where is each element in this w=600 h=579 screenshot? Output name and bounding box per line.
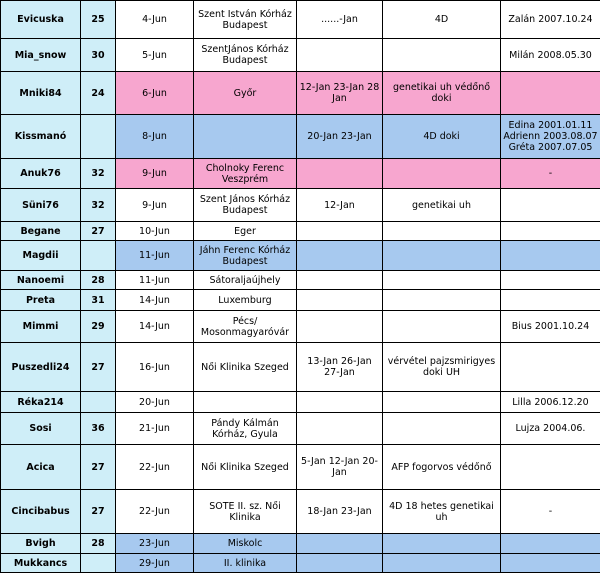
due-date-cell: 5-Jun [116, 39, 194, 72]
exams-cell [383, 413, 501, 445]
due-date-cell: 20-Jun [116, 392, 194, 413]
children-cell [501, 189, 600, 222]
exams-cell: 4D doki [383, 115, 501, 159]
visit-dates-cell: 18-Jan 23-Jan [297, 490, 383, 534]
username-cell: Anuk76 [1, 159, 81, 189]
table-row [1, 189, 600, 222]
children-cell [501, 343, 600, 392]
age-cell: 27 [81, 490, 116, 534]
exams-cell [383, 241, 501, 271]
exams-cell [383, 159, 501, 189]
exams-cell [383, 534, 501, 554]
hospital-cell: Pécs/ Mosonmagyaróvár [194, 311, 297, 343]
hospital-cell: Szent János Kórház Budapest [194, 189, 297, 222]
table-row [1, 490, 600, 534]
age-cell: 30 [81, 39, 116, 72]
exams-cell: genetikai uh [383, 189, 501, 222]
table-body [1, 1, 600, 573]
username-cell: Bvigh [1, 534, 81, 554]
hospital-cell: Sátoraljaújhely [194, 271, 297, 290]
exams-cell [383, 290, 501, 311]
visit-dates-cell [297, 271, 383, 290]
age-cell: 31 [81, 290, 116, 311]
table-row [1, 39, 600, 72]
children-cell: Bius 2001.10.24 [501, 311, 600, 343]
age-cell: 25 [81, 1, 116, 39]
visit-dates-cell [297, 311, 383, 343]
children-cell [501, 72, 600, 115]
hospital-cell: Női Klinika Szeged [194, 445, 297, 490]
visit-dates-cell [297, 290, 383, 311]
due-date-cell: 6-Jun [116, 72, 194, 115]
children-cell: Lujza 2004.06. [501, 413, 600, 445]
username-cell: Evicuska [1, 1, 81, 39]
age-cell: 27 [81, 343, 116, 392]
hospital-cell: Női Klinika Szeged [194, 343, 297, 392]
due-date-cell: 29-Jun [116, 554, 194, 573]
due-date-cell: 14-Jun [116, 311, 194, 343]
due-date-cell: 16-Jun [116, 343, 194, 392]
hospital-cell: SzentJános Kórház Budapest [194, 39, 297, 72]
hospital-cell: Cholnoky Ferenc Veszprém [194, 159, 297, 189]
due-date-cell: 21-Jun [116, 413, 194, 445]
visit-dates-cell [297, 554, 383, 573]
table-row [1, 445, 600, 490]
exams-cell [383, 392, 501, 413]
table-row [1, 115, 600, 159]
username-cell: Süni76 [1, 189, 81, 222]
username-cell: Nanoemi [1, 271, 81, 290]
hospital-cell [194, 392, 297, 413]
table-row [1, 72, 600, 115]
visit-dates-cell: 13-Jan 26-Jan 27-Jan [297, 343, 383, 392]
children-cell: Milán 2008.05.30 [501, 39, 600, 72]
table-row [1, 1, 600, 39]
username-cell: Cincibabus [1, 490, 81, 534]
hospital-cell: Eger [194, 222, 297, 241]
exams-cell: 4D 18 hetes genetikai uh [383, 490, 501, 534]
age-cell [81, 392, 116, 413]
children-cell [501, 290, 600, 311]
username-cell: Mniki84 [1, 72, 81, 115]
due-date-cell: 14-Jun [116, 290, 194, 311]
table-row [1, 534, 600, 554]
age-cell: 27 [81, 222, 116, 241]
children-cell [501, 554, 600, 573]
username-cell: Réka214 [1, 392, 81, 413]
age-cell: 36 [81, 413, 116, 445]
username-cell: Mimmi [1, 311, 81, 343]
hospital-cell: II. klinika [194, 554, 297, 573]
due-date-cell: 4-Jun [116, 1, 194, 39]
exams-cell: vérvétel pajzsmirigyes doki UH [383, 343, 501, 392]
table-row [1, 343, 600, 392]
due-date-cell: 8-Jun [116, 115, 194, 159]
visit-dates-cell [297, 241, 383, 271]
exams-cell [383, 271, 501, 290]
hospital-cell: Szent István Kórház Budapest [194, 1, 297, 39]
children-cell [501, 271, 600, 290]
table-row [1, 554, 600, 573]
username-cell: Mukkancs [1, 554, 81, 573]
age-cell: 27 [81, 445, 116, 490]
username-cell: Sosi [1, 413, 81, 445]
table-row [1, 159, 600, 189]
visit-dates-cell: 5-Jan 12-Jan 20-Jan [297, 445, 383, 490]
age-cell: 28 [81, 534, 116, 554]
children-cell: Lilla 2006.12.20 [501, 392, 600, 413]
exams-cell [383, 39, 501, 72]
age-cell [81, 241, 116, 271]
hospital-cell: Luxemburg [194, 290, 297, 311]
due-date-cell: 22-Jun [116, 490, 194, 534]
visit-dates-cell [297, 534, 383, 554]
hospital-cell: Miskolc [194, 534, 297, 554]
exams-cell: genetikai uh védőnő doki [383, 72, 501, 115]
visit-dates-cell: 12-Jan 23-Jan 28 Jan [297, 72, 383, 115]
children-cell [501, 534, 600, 554]
age-cell: 32 [81, 159, 116, 189]
table-row [1, 311, 600, 343]
children-cell: - [501, 159, 600, 189]
children-cell: - [501, 490, 600, 534]
exams-cell: AFP fogorvos védőnő [383, 445, 501, 490]
table-row [1, 241, 600, 271]
exams-cell [383, 222, 501, 241]
hospital-cell: Pándy Kálmán Kórház, Gyula [194, 413, 297, 445]
exams-cell [383, 554, 501, 573]
children-cell [501, 222, 600, 241]
hospital-cell [194, 115, 297, 159]
due-date-cell: 10-Jun [116, 222, 194, 241]
username-cell: Preta [1, 290, 81, 311]
visit-dates-cell [297, 413, 383, 445]
hospital-cell: Jáhn Ferenc Kórház Budapest [194, 241, 297, 271]
table-row [1, 413, 600, 445]
exams-cell: 4D [383, 1, 501, 39]
visit-dates-cell [297, 39, 383, 72]
table-row [1, 392, 600, 413]
age-cell [81, 554, 116, 573]
username-cell: Puszedli24 [1, 343, 81, 392]
visit-dates-cell: 12-Jan [297, 189, 383, 222]
exams-cell [383, 311, 501, 343]
username-cell: Magdii [1, 241, 81, 271]
due-date-cell: 23-Jun [116, 534, 194, 554]
table-row [1, 290, 600, 311]
username-cell: Begane [1, 222, 81, 241]
age-cell: 29 [81, 311, 116, 343]
children-cell: Zalán 2007.10.24 [501, 1, 600, 39]
hospital-cell: SOTE II. sz. Női Klinika [194, 490, 297, 534]
visit-dates-cell: ......-Jan [297, 1, 383, 39]
age-cell [81, 115, 116, 159]
due-date-cell: 9-Jun [116, 189, 194, 222]
age-cell: 32 [81, 189, 116, 222]
age-cell: 24 [81, 72, 116, 115]
username-cell: Kissmanó [1, 115, 81, 159]
age-cell: 28 [81, 271, 116, 290]
visit-dates-cell [297, 392, 383, 413]
hospital-cell: Győr [194, 72, 297, 115]
children-cell: Edina 2001.01.11 Adrienn 2003.08.07 Gréta 2007.07.05 [501, 115, 600, 159]
visit-dates-cell [297, 222, 383, 241]
due-date-cell: 22-Jun [116, 445, 194, 490]
visit-dates-cell: 20-Jan 23-Jan [297, 115, 383, 159]
due-date-cell: 11-Jun [116, 271, 194, 290]
children-cell [501, 241, 600, 271]
due-date-cell: 11-Jun [116, 241, 194, 271]
visit-dates-cell [297, 159, 383, 189]
username-cell: Mia_snow [1, 39, 81, 72]
table-row [1, 271, 600, 290]
due-date-cell: 9-Jun [116, 159, 194, 189]
username-cell: Acica [1, 445, 81, 490]
children-cell [501, 445, 600, 490]
table-row [1, 222, 600, 241]
